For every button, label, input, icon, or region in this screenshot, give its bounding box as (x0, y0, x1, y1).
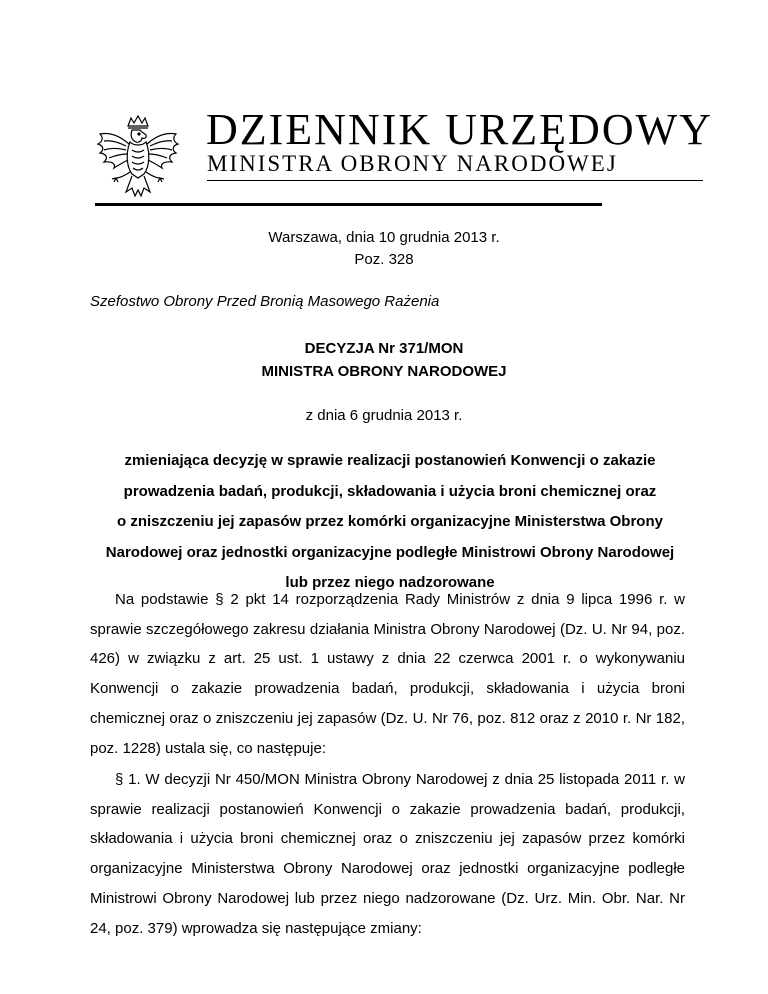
section-1-paragraph: § 1. W decyzji Nr 450/MON Ministra Obrony Narodowej z dnia 25 listopada 2011 r. w sprawie realizacji postanowień Konwencji o zakazie prowadzenia badań, produkcji, składowania i użycia broni chemicznej oraz o zniszczeniu jej zapasów przez komórki organizacyjne Ministerstwa Obrony Narodowej oraz jednostki organizacyjne podległe Ministrowi Obrony Narodowej lub przez niego nadzorowane (Dz. Urz. Min. Obr. Nar. Nr 24, poz. 379) wprowadza się następujące zmiany: (90, 771, 685, 937)
subject-line: lub przez niego nadzorowane (285, 574, 495, 591)
subject-line: zmieniająca decyzję w sprawie realizacji postanowień Konwencji o zakazie (124, 452, 656, 469)
masthead-title: DZIENNIK URZĘDOWY (206, 105, 713, 154)
masthead-subtitle: MINISTRA OBRONY NARODOWEJ (207, 151, 618, 176)
decision-number: DECYZJA Nr 371/MON (304, 340, 464, 357)
place-date: Warszawa, dnia 10 grudnia 2013 r. (268, 229, 500, 246)
masthead-rule (207, 180, 703, 181)
decision-issuer: MINISTRA OBRONY NARODOWEJ (261, 363, 507, 380)
decision-date: z dnia 6 grudnia 2013 r. (305, 407, 463, 424)
polish-eagle-emblem-icon (92, 112, 184, 204)
subject-line: prowadzenia badań, produkcji, składowania i użycia broni chemicznej oraz (123, 482, 657, 500)
subject-line: o zniszczeniu jej zapasów przez komórki organizacyjne Ministerstwa Obrony (117, 513, 663, 530)
subject-line: Narodowej oraz jednostki organizacyjne podległe Ministrowi Obrony Narodowej (105, 543, 675, 561)
preamble-paragraph: Na podstawie § 2 pkt 14 rozporządzenia Rady Ministrów z dnia 9 lipca 1996 r. w sprawie szczegółowego zakresu działania Ministra Obrony Narodowej (Dz. U. Nr 94, poz. 426) w związku z art. 25 ust. 1 ustawy z dnia 22 czerwca 2001 r. o wykonywaniu Konwencji o zakazie prowadzenia badań, produkcji, składowania i użycia broni chemicznej oraz o zniszczeniu jej zapasów (Dz. U. Nr 76, poz. 812 oraz z 2010 r. Nr 182, poz. 1228) ustala się, co następuje: (90, 591, 685, 757)
position-number: Poz. 328 (354, 251, 414, 268)
decision-subject (90, 446, 690, 599)
header-divider (95, 203, 602, 206)
issuing-agency: Szefostwo Obrony Przed Bronią Masowego Rażenia (90, 293, 440, 310)
